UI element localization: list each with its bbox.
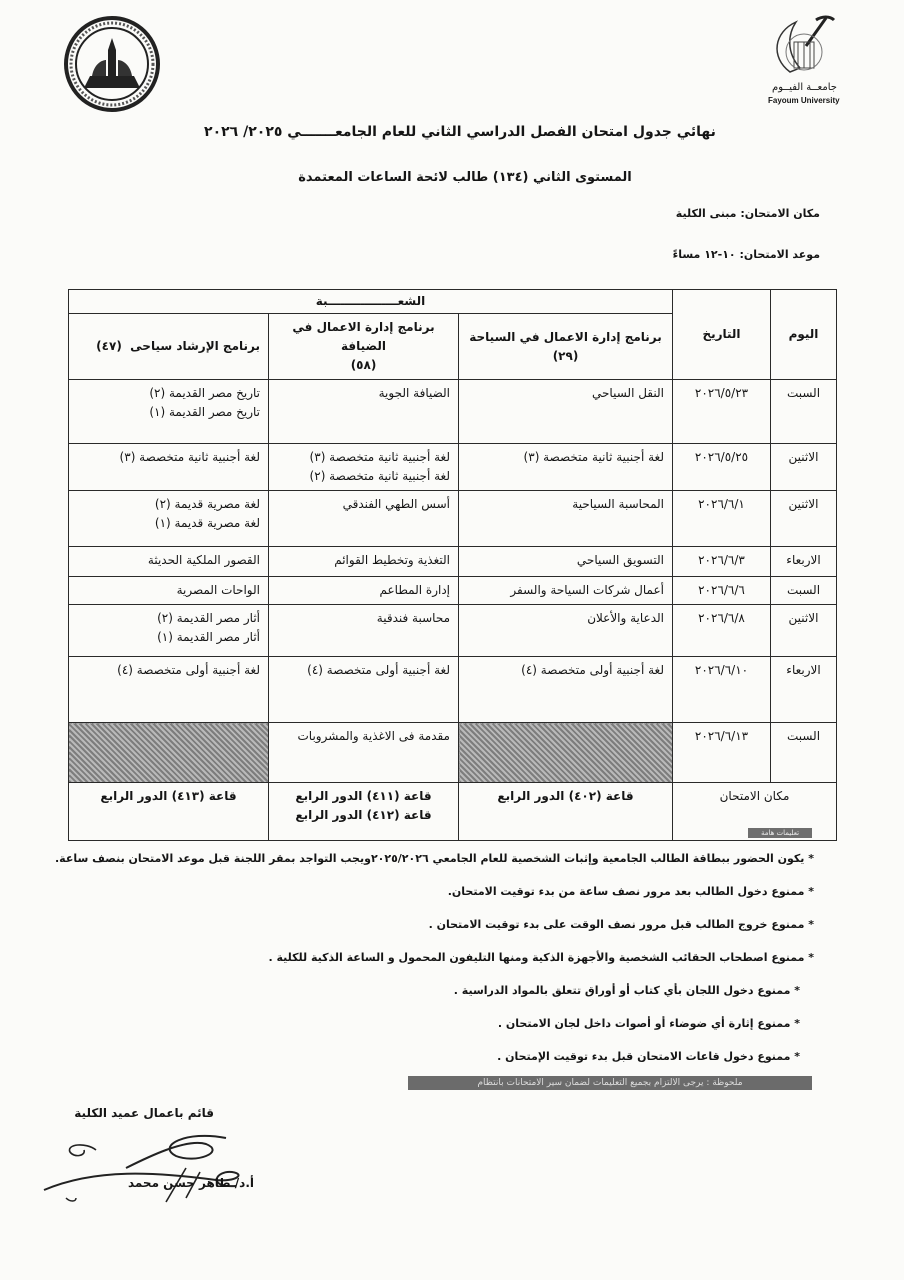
subject-cell: [269, 380, 459, 444]
subject-name: لغة مصرية قديمة (١): [154, 516, 260, 530]
subject-name: لغة أجنبية ثانية متخصصة (٣): [119, 450, 260, 464]
subject-name: الضيافة الجوية: [378, 386, 450, 400]
subject-cell: [69, 605, 269, 657]
subject-cell: [269, 547, 459, 577]
subject-cell: [459, 577, 673, 605]
faculty-seal-logo: [62, 14, 162, 114]
subject-name: قاعة (٤٠٢) الدور الرابع: [497, 789, 634, 803]
subject-name: النقل السياحي: [592, 386, 664, 400]
day-cell: السبت: [771, 723, 837, 783]
subject-cell: [269, 491, 459, 547]
exam-place-row: [69, 783, 837, 841]
table-row: [69, 444, 837, 491]
subject-name: أعمال شركات السياحة والسفر: [510, 583, 664, 597]
subject-name: التسويق السياحي: [576, 553, 664, 567]
table-row: [69, 657, 837, 723]
day-cell: الاثنين: [771, 491, 837, 547]
subject-name: القصور الملكية الحديثة: [147, 553, 260, 567]
university-emblem-icon: [760, 12, 850, 82]
subject-cell: [69, 783, 269, 841]
header-day: اليوم: [771, 290, 837, 380]
subject-name: قاعة (٤١٢) الدور الرابع: [295, 808, 432, 822]
table-row: [69, 577, 837, 605]
subject-name: لغة أجنبية ثانية متخصصة (٣): [309, 450, 450, 464]
subject-name: لغة أجنبية ثانية متخصصة (٣): [523, 450, 664, 464]
subject-name: أثار مصر القديمة (٢): [157, 611, 260, 625]
header-program-tourism: برنامج إدارة الاعمال في السياحة (٢٩): [459, 314, 673, 380]
subject-name: الدعاية والأعلان: [587, 611, 664, 625]
subject-cell: [69, 723, 269, 783]
rule-item: * ممنوع اصطحاب الحقائب الشخصية والأجهزة الذكية ومنها التليفون المحمول و الساعة الذكية للكلية .: [268, 951, 814, 964]
subject-name: قاعة (٤١١) الدور الرابع: [295, 789, 432, 803]
subject-cell: [69, 444, 269, 491]
exam-schedule-table: [68, 289, 837, 841]
subject-cell: [459, 491, 673, 547]
table-row: [69, 723, 837, 783]
table-row: [69, 547, 837, 577]
exam-time: موعد الامتحان: ١٠-١٢ مساءً: [672, 248, 820, 261]
day-cell: الاثنين: [771, 605, 837, 657]
page-subtitle: المستوى الثاني (١٣٤) طالب لائحة الساعات المعتمدة: [298, 170, 632, 185]
subject-name: أسس الطهي الفندقي: [342, 497, 450, 511]
date-cell: ٢٠٢٦/٥/٢٥: [673, 444, 771, 491]
rule-item: * ممنوع دخول اللجان بأي كتاب أو أوراق تتعلق بالمواد الدراسية .: [453, 984, 800, 997]
university-name-english: Fayoum University: [768, 96, 840, 105]
rule-item: * يكون الحضور ببطاقة الطالب الجامعية وإثبات الشخصية للعام الجامعي ٢٠٢٥/٢٠٢٦ويجب التواجد بمقر اللجنة قبل موعد الامتحان بنصف ساعة.: [55, 852, 814, 865]
subject-name: لغة أجنبية أولى متخصصة (٤): [307, 663, 450, 677]
subject-cell: [459, 380, 673, 444]
rule-item: * ممنوع خروج الطالب قبل مرور نصف الوقت على بدء توقيت الامتحان .: [428, 918, 814, 931]
subject-cell: [269, 783, 459, 841]
exam-place-label: مكان الامتحان: [673, 783, 837, 841]
subject-cell: [69, 657, 269, 723]
subject-name: المحاسبة السياحية: [572, 497, 664, 511]
subject-name: مقدمة فى الاغذية والمشروبات: [297, 729, 450, 743]
date-cell: ٢٠٢٦/٦/٣: [673, 547, 771, 577]
table-row: [69, 491, 837, 547]
header-date: التاريخ: [673, 290, 771, 380]
subject-cell: [69, 380, 269, 444]
subject-name: أثار مصر القديمة (١): [157, 630, 260, 644]
rule-item: * ممنوع دخول الطالب بعد مرور نصف ساعة من بدء توقيت الامتحان.: [447, 885, 814, 898]
subject-name: قاعة (٤١٣) الدور الرابع: [100, 789, 237, 803]
subject-cell: [269, 577, 459, 605]
header-program-guidance: برنامج الإرشاد سياحى (٤٧): [69, 314, 269, 380]
subject-name: إدارة المطاعم: [379, 583, 450, 597]
subject-cell: [459, 605, 673, 657]
table-row: [69, 380, 837, 444]
university-name-arabic: جامعــة الفيــوم: [772, 82, 837, 93]
subject-cell: [459, 657, 673, 723]
exam-rules-list: [54, 852, 814, 1083]
page-title: نهائي جدول امتحان الفصل الدراسي الثاني للعام الجامعـــــــي ٢٠٢٥/ ٢٠٢٦: [204, 124, 716, 140]
signature-icon: [36, 1128, 276, 1208]
subject-cell: [459, 783, 673, 841]
subject-name: التغذية وتخطيط القوائم: [334, 553, 450, 567]
header-division: الشعـــــــــــــــــبة: [69, 290, 673, 314]
subject-name: لغة أجنبية أولى متخصصة (٤): [521, 663, 664, 677]
day-cell: السبت: [771, 380, 837, 444]
rule-item: * ممنوع دخول قاعات الامتحان قبل بدء توقيت الإمتحان .: [497, 1050, 800, 1063]
subject-name: محاسبة فندقية: [376, 611, 450, 625]
subject-name: لغة مصرية قديمة (٢): [154, 497, 260, 511]
date-cell: ٢٠٢٦/٦/٦: [673, 577, 771, 605]
fayoum-university-logo: [760, 12, 850, 110]
notes-tag: تعليمات هامة: [748, 828, 812, 838]
day-cell: الاربعاء: [771, 547, 837, 577]
header-program-hospitality: برنامج إدارة الاعمال في الضيافة (٥٨): [269, 314, 459, 380]
subject-name: لغة أجنبية أولى متخصصة (٤): [117, 663, 260, 677]
exam-place: مكان الامتحان: مبنى الكلية: [675, 207, 820, 220]
dean-title: قائم باعمال عميد الكلية: [74, 1106, 214, 1120]
faculty-seal-icon: [62, 14, 162, 114]
subject-cell: [69, 577, 269, 605]
subject-name: تاريخ مصر القديمة (١): [149, 405, 260, 419]
subject-cell: [269, 657, 459, 723]
subject-cell: [269, 723, 459, 783]
subject-cell: [69, 491, 269, 547]
day-cell: السبت: [771, 577, 837, 605]
subject-cell: [69, 547, 269, 577]
rule-item: * ممنوع إثارة أي ضوضاء أو أصوات داخل لجان الامتحان .: [497, 1017, 800, 1030]
table-header-row: [69, 290, 837, 314]
day-cell: الاربعاء: [771, 657, 837, 723]
subject-name: الواحات المصرية: [176, 583, 260, 597]
table-row: [69, 605, 837, 657]
day-cell: الاثنين: [771, 444, 837, 491]
subject-cell: [269, 444, 459, 491]
dean-name: أ.د/ طاهر حسن محمد: [127, 1176, 254, 1190]
date-cell: ٢٠٢٦/٦/١٣: [673, 723, 771, 783]
subject-cell: [459, 444, 673, 491]
subject-cell: [269, 605, 459, 657]
date-cell: ٢٠٢٦/٦/١٠: [673, 657, 771, 723]
subject-cell: [459, 723, 673, 783]
date-cell: ٢٠٢٦/٦/١: [673, 491, 771, 547]
subject-name: تاريخ مصر القديمة (٢): [149, 386, 260, 400]
subject-name: لغة أجنبية ثانية متخصصة (٢): [309, 469, 450, 483]
date-cell: ٢٠٢٦/٦/٨: [673, 605, 771, 657]
subject-cell: [459, 547, 673, 577]
bottom-note: ملحوظة : يرجى الالتزام بجميع التعليمات لضمان سير الامتحانات بانتظام: [408, 1076, 812, 1090]
date-cell: ٢٠٢٦/٥/٢٣: [673, 380, 771, 444]
